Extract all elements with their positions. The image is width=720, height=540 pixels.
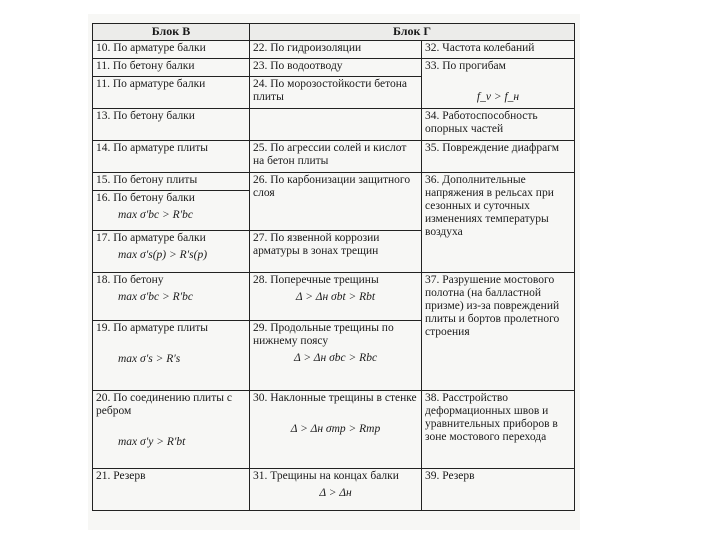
cell (250, 321, 422, 391)
cell (250, 469, 422, 511)
cell: 23. По водоотводу (250, 59, 422, 77)
header-block-g: Блок Г (250, 24, 575, 41)
cell-text: 31. Трещины на концах балки (253, 470, 399, 482)
cell: 13. По бетону балки (93, 109, 250, 141)
table-row (93, 141, 575, 173)
cell: 34. Работоспособность опорных частей (422, 109, 575, 141)
cell: 39. Резерв (422, 469, 575, 511)
cell: 35. Повреждение диафрагм (422, 141, 575, 173)
cell-text: 28. Поперечные трещины (253, 274, 379, 286)
formula: f_v > f_н (476, 91, 520, 103)
cell: 11. По арматуре балки (93, 77, 250, 109)
cell (93, 273, 250, 321)
cell: 26. По карбонизации защитного слоя (250, 173, 422, 231)
formula: max σ′bc > R′bc (118, 291, 193, 303)
table-row (93, 391, 575, 469)
table-row (93, 41, 575, 59)
formula: Δ > Δн (319, 487, 352, 499)
header-row (93, 24, 575, 41)
classification-table (92, 23, 575, 511)
cell (93, 191, 250, 231)
cell (93, 391, 250, 469)
cell: 14. По арматуре плиты (93, 141, 250, 173)
cell: 10. По арматуре балки (93, 41, 250, 59)
cell: 32. Частота колебаний (422, 41, 575, 59)
table-row (93, 173, 575, 191)
formula: Δ > Δн σтр > Rтр (290, 423, 381, 435)
cell: 37. Разрушение мостового полотна (на балластной призме) из-за повреждений плиты и бортов пролетного строения (422, 273, 575, 391)
cell-text: 20. По соединению плиты с ребром (96, 392, 232, 417)
table-row (93, 59, 575, 77)
cell: 38. Расстройство деформационных швов и уравнительных приборов в зоне мостового перехода (422, 391, 575, 469)
formula: Δ > Δн σbc > Rbc (293, 352, 378, 364)
cell-text: 30. Наклонные трещины в стенке (253, 392, 417, 404)
table-row (93, 469, 575, 511)
cell: 21. Резерв (93, 469, 250, 511)
cell (250, 391, 422, 469)
cell: 24. По морозостойкости бетона плиты (250, 77, 422, 109)
cell-text: 16. По бетону балки (96, 192, 195, 204)
cell: 27. По язвенной коррозии арматуры в зонах трещин (250, 231, 422, 273)
table-row (93, 273, 575, 321)
cell (93, 231, 250, 273)
cell (93, 321, 250, 391)
cell: 36. Дополнительные напряжения в рельсах при сезонных и суточных изменениях температуры воздуха (422, 173, 575, 273)
cell: 15. По бетону плиты (93, 173, 250, 191)
formula: max σ′s > R′s (118, 353, 181, 365)
table-row (93, 109, 575, 141)
cell-text: 33. По прогибам (425, 60, 506, 72)
formula: max σ′bc > R′bc (118, 209, 193, 221)
formula: Δ > Δн σbt > Rbt (295, 291, 376, 303)
cell: 22. По гидроизоляции (250, 41, 422, 59)
cell: 11. По бетону балки (93, 59, 250, 77)
cell-text: 17. По арматуре балки (96, 232, 206, 244)
cell (250, 273, 422, 321)
formula: max σ′y > R′bt (118, 436, 186, 448)
cell-text: 19. По арматуре плиты (96, 322, 209, 334)
cell: 25. По агрессии солей и кислот на бетон плиты (250, 141, 422, 173)
cell-text: 18. По бетону (96, 274, 164, 286)
header-block-v: Блок В (93, 24, 250, 41)
formula: max σ′s(p) > R′s(p) (118, 249, 208, 261)
cell (422, 59, 575, 109)
cell (250, 109, 422, 141)
cell-text: 29. Продольные трещины по нижнему поясу (253, 322, 394, 347)
